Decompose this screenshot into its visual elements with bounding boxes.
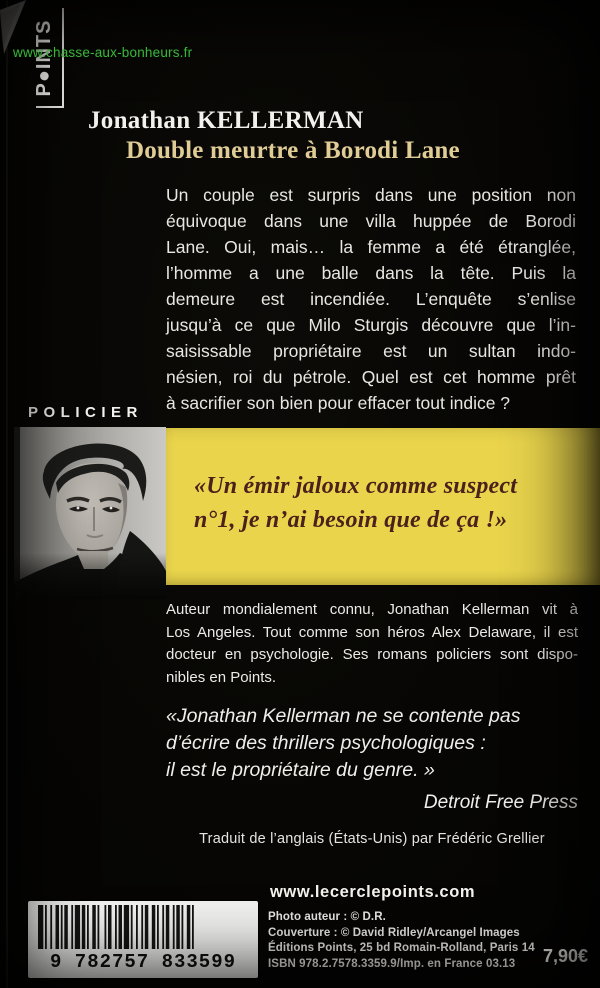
bio-line: Auteur mondialement connu, Jonathan Kellerman vit à (166, 601, 578, 618)
press-quote (166, 703, 566, 784)
points-logo-rule-horizontal (36, 106, 64, 108)
synopsis-line: Un couple est surpris dans une position non (166, 185, 576, 205)
credit-line: ISBN 978.2.7578.3359.9/Imp. en France 03.13 (268, 957, 516, 970)
pull-quote-line: n°1, je n’ai besoin que de ça !» (194, 507, 508, 533)
book-title: Double meurtre à Borodi Lane (126, 137, 460, 164)
pull-quote-text (194, 469, 517, 537)
bio-line: Los Angeles. Tout comme son héros Alex Delaware, il est (166, 623, 578, 641)
credit-line: Couverture : © David Ridley/Arcangel Images (268, 926, 520, 939)
genre-label: POLICIER (28, 404, 143, 421)
synopsis-line: Lane. Oui, mais… la femme a été étranglée, (166, 237, 576, 257)
author-name: Jonathan KELLERMAN (88, 107, 364, 134)
price-tag: 7,90€ (542, 946, 588, 966)
press-quote-line: d’écrire des thrillers psychologiques : (166, 732, 486, 754)
synopsis-line: demeure est incendiée. L’enquête s’enlise (166, 289, 576, 309)
synopsis-line: l’homme a une balle dans la tête. Puis la (166, 263, 576, 283)
translator-credit: Traduit de l’anglais (États-Unis) par Frédéric Grellier (199, 831, 545, 847)
bio-line: nibles en Points. (166, 668, 277, 686)
barcode-bars (36, 905, 250, 951)
synopsis-line: jusqu’à ce que Milo Sturgis découvre que l’in- (166, 315, 576, 335)
barcode-number: 9 782757 833599 (49, 951, 237, 973)
synopsis-line: équivoque dans une villa huppée de Borodi (166, 211, 576, 231)
synopsis-paragraph (166, 182, 576, 416)
synopsis-line: saisissable propriétaire est un sultan indo- (166, 341, 576, 361)
press-quote-source: Detroit Free Press (423, 792, 578, 813)
author-photo (14, 427, 166, 599)
press-quote-line: «Jonathan Kellerman ne se contente pas (166, 705, 521, 727)
credit-line: Éditions Points, 25 bd Romain-Rolland, Paris 14 (268, 942, 535, 954)
publisher-website: www.lecerclepoints.com (270, 883, 476, 901)
credit-line: Photo auteur : © D.R. (268, 911, 386, 923)
press-quote-line: il est le propriétaire du genre. » (166, 759, 435, 781)
bio-line: docteur en psychologie. Ses romans policiers sont dispo- (166, 646, 578, 663)
synopsis-line: nésien, roi du pétrole. Quel est cet homme prêt (166, 367, 576, 387)
synopsis-line: à sacrifier son bien pour effacer tout indice ? (166, 393, 511, 413)
barcode-panel (28, 901, 258, 978)
author-bio (166, 599, 578, 689)
pull-quote-line: «Un émir jaloux comme suspect (194, 473, 518, 499)
pull-quote-box (166, 428, 600, 585)
cover-left-edge (6, 0, 8, 988)
copyright-credits (268, 910, 535, 972)
watermark-url: www.chasse-aux-bonheurs.fr (13, 45, 193, 60)
points-logo-text: P●INTS (33, 19, 55, 97)
